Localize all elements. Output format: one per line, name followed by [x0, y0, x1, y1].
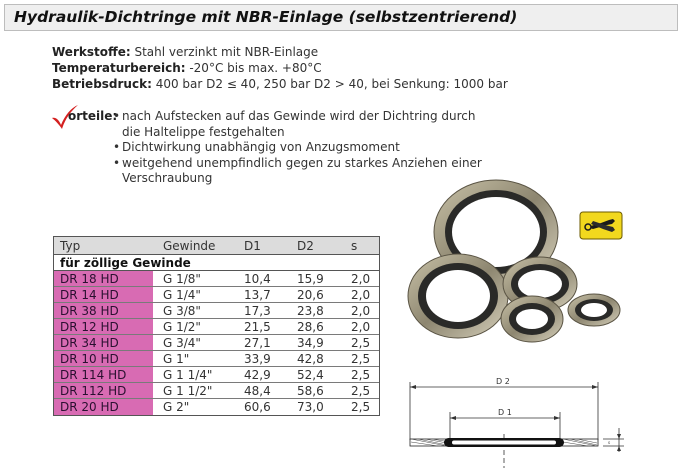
- table-row: [54, 287, 379, 303]
- cell-d2: 23,8: [297, 304, 324, 318]
- table-group-row: [54, 255, 379, 271]
- spec-value: -20°C bis max. +80°C: [185, 61, 322, 75]
- table-header: [54, 237, 379, 255]
- cell-d2: 20,6: [297, 288, 324, 302]
- group-label: für zöllige Gewinde: [60, 256, 191, 270]
- cell-typ: DR 14 HD: [54, 287, 153, 302]
- list-item: • weitgehend unempfindlich gegen zu starkes Anziehen einer Verschraubung: [113, 156, 483, 187]
- dimension-d1-label: D 1: [498, 408, 512, 417]
- specs-block: [52, 44, 508, 92]
- page-title: Hydraulik-Dichtringe mit NBR-Einlage (selbstzentrierend): [14, 8, 518, 26]
- cell-s: 2,5: [351, 352, 371, 366]
- header-d2: D2: [297, 239, 314, 253]
- cell-s: 2,0: [351, 320, 371, 334]
- cell-typ: DR 18 HD: [54, 271, 153, 286]
- cell-d1: 60,6: [244, 400, 271, 414]
- dimensions-table: [53, 236, 380, 416]
- table-row: [54, 271, 379, 287]
- spec-betriebsdruck: [52, 76, 508, 92]
- spec-label: Werkstoffe:: [52, 45, 131, 59]
- spec-werkstoffe: [52, 44, 508, 60]
- cell-d2: 73,0: [297, 400, 324, 414]
- cell-s: 2,5: [351, 368, 371, 382]
- header-typ: Typ: [60, 239, 81, 253]
- technical-drawing: [398, 376, 680, 474]
- cell-d2: 15,9: [297, 272, 324, 286]
- cell-s: 2,0: [351, 304, 371, 318]
- cell-s: 2,0: [351, 288, 371, 302]
- table-row: [54, 367, 379, 383]
- cell-d1: 10,4: [244, 272, 271, 286]
- table-row: [54, 399, 379, 415]
- header-s: s: [351, 239, 358, 253]
- cell-typ: DR 34 HD: [54, 335, 153, 350]
- cell-gewinde: G 3/8": [163, 304, 201, 318]
- cell-typ: DR 10 HD: [54, 351, 153, 366]
- table-row: [54, 319, 379, 335]
- header-d1: D1: [244, 239, 261, 253]
- table-row: [54, 383, 379, 399]
- table-row: [54, 303, 379, 319]
- cell-d1: 27,1: [244, 336, 271, 350]
- table-row: [54, 351, 379, 367]
- cell-s: 2,5: [351, 384, 371, 398]
- cell-gewinde: G 1/4": [163, 288, 201, 302]
- cell-typ: DR 20 HD: [54, 399, 153, 415]
- list-item: • Dichtwirkung unabhängig von Anzugsmoment: [113, 140, 483, 156]
- list-item: • nach Aufstecken auf das Gewinde wird der Dichtring durch die Haltelippe festgehalten: [113, 109, 483, 140]
- cell-d1: 42,9: [244, 368, 271, 382]
- cell-typ: DR 38 HD: [54, 303, 153, 318]
- cell-gewinde: G 1 1/4": [163, 368, 213, 382]
- vorteile-label: orteile:: [68, 109, 118, 123]
- dimension-d2-label: D 2: [496, 377, 510, 386]
- header-gewinde: Gewinde: [163, 239, 216, 253]
- spec-label: Temperaturbereich:: [52, 61, 186, 75]
- ring-cross-section: [410, 438, 598, 447]
- spec-temperatur: [52, 60, 508, 76]
- cell-typ: DR 12 HD: [54, 319, 153, 334]
- cell-d1: 33,9: [244, 352, 271, 366]
- cell-d2: 42,8: [297, 352, 324, 366]
- medium-ring-image: [408, 254, 508, 338]
- cell-d1: 48,4: [244, 384, 271, 398]
- cell-d1: 13,7: [244, 288, 271, 302]
- cell-gewinde: G 1": [163, 352, 190, 366]
- cell-d1: 21,5: [244, 320, 271, 334]
- spec-value: 400 bar D2 ≤ 40, 250 bar D2 > 40, bei Senkung: 1000 bar: [151, 77, 508, 91]
- cell-d2: 34,9: [297, 336, 324, 350]
- table-row: [54, 335, 379, 351]
- spec-label: Betriebsdruck:: [52, 77, 152, 91]
- small-ring-image: [501, 296, 563, 342]
- cell-gewinde: G 3/4": [163, 336, 201, 350]
- cell-typ: DR 114 HD: [54, 367, 153, 382]
- cell-s: 2,0: [351, 272, 371, 286]
- cell-gewinde: G 2": [163, 400, 190, 414]
- cell-typ: DR 112 HD: [54, 383, 153, 398]
- table-body: [54, 271, 379, 415]
- cell-d1: 17,3: [244, 304, 271, 318]
- cell-gewinde: G 1 1/2": [163, 384, 213, 398]
- cell-d2: 28,6: [297, 320, 324, 334]
- cell-gewinde: G 1/8": [163, 272, 201, 286]
- cell-s: 2,5: [351, 336, 371, 350]
- cell-s: 2,5: [351, 400, 371, 414]
- title-bar: [4, 4, 678, 31]
- dimension-s-label: s: [608, 440, 611, 445]
- cell-d2: 58,6: [297, 384, 324, 398]
- cell-gewinde: G 1/2": [163, 320, 201, 334]
- cell-d2: 52,4: [297, 368, 324, 382]
- sealing-rings-photo: [396, 174, 636, 374]
- smallest-ring-image: [568, 294, 620, 326]
- spec-value: Stahl verzinkt mit NBR-Einlage: [130, 45, 319, 59]
